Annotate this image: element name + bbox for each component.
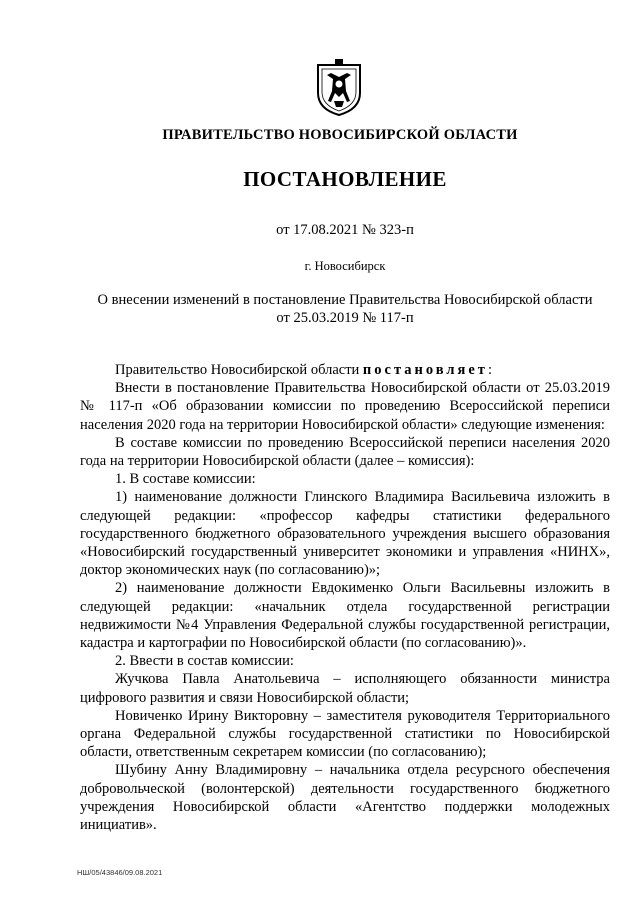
document-date-number: от 17.08.2021 № 323-п (276, 222, 414, 238)
document-subject (80, 291, 610, 327)
coat-of-arms-emblem (314, 57, 364, 117)
footer-reference: НШ/05/43846/09.08.2021 (77, 868, 163, 877)
intro-verb: постановляет (362, 362, 488, 378)
intro-prefix: Правительство Новосибирской области (115, 362, 363, 378)
document-city: г. Новосибирск (304, 259, 386, 273)
paragraph-item-1: 1. В составе комиссии: (115, 471, 256, 488)
paragraph-amend: Внести в постановление Правительства Новосибирской области от 25.03.2019 № 117-п «Об образовании комиссии по проведению Всероссийской переписи населения 2020 года на территории Новосибирской области» следующие изменения: (80, 380, 610, 433)
paragraph-item-2: 2. Ввести в состав комиссии: (115, 653, 294, 670)
intro-paragraph (80, 361, 610, 379)
paragraph-subitem-2: 2) наименование должности Евдокименко Ольги Васильевны изложить в следующей редакции: «начальник отдела государственной регистрации недвижимости №4 Управления Федеральной службы государственной регистрации, кадастра и картографии по Новосибирской области (по согласованию)». (80, 580, 610, 652)
document-type-title: ПОСТАНОВЛЕНИЕ (243, 167, 447, 191)
subject-line-2: от 25.03.2019 № 117-п (276, 310, 414, 326)
subject-line-1: О внесении изменений в постановление Правительства Новосибирской области (97, 292, 593, 308)
intro-suffix: : (487, 362, 492, 378)
paragraph-member-novichenko: Новиченко Ирину Викторовну – заместителя руководителя Территориального органа Федеральной службы государственной статистики по Новосибирской области, ответственным секретарем комиссии (по согласованию); (80, 707, 610, 761)
paragraph-member-shubina: Шубину Анну Владимировну – начальника отдела ресурсного обеспечения добровольческой (волонтерской) деятельности государственного бюджетного учреждения Новосибирской области «Агентство поддержки молодежных инициатив». (80, 762, 610, 834)
government-name: ПРАВИТЕЛЬСТВО НОВОСИБИРСКОЙ ОБЛАСТИ (162, 127, 518, 143)
document-body (80, 361, 610, 834)
paragraph-member-zhuchkov: Жучкова Павла Анатольевича – исполняющего обязанности министра цифрового развития и связи Новосибирской области; (80, 671, 610, 706)
paragraph-commission: В составе комиссии по проведению Всероссийской переписи населения 2020 года на территории Новосибирской области (далее – комиссия): (80, 434, 610, 470)
paragraph-subitem-1: 1) наименование должности Глинского Владимира Васильевича изложить в следующей редакции: «профессор кафедры статистики федерального государственного бюджетного образовательного учреждения высшего образования «Новосибирский государственный университет экономики и управления «НИНХ», доктор экономических наук (по согласованию)»; (80, 489, 610, 579)
